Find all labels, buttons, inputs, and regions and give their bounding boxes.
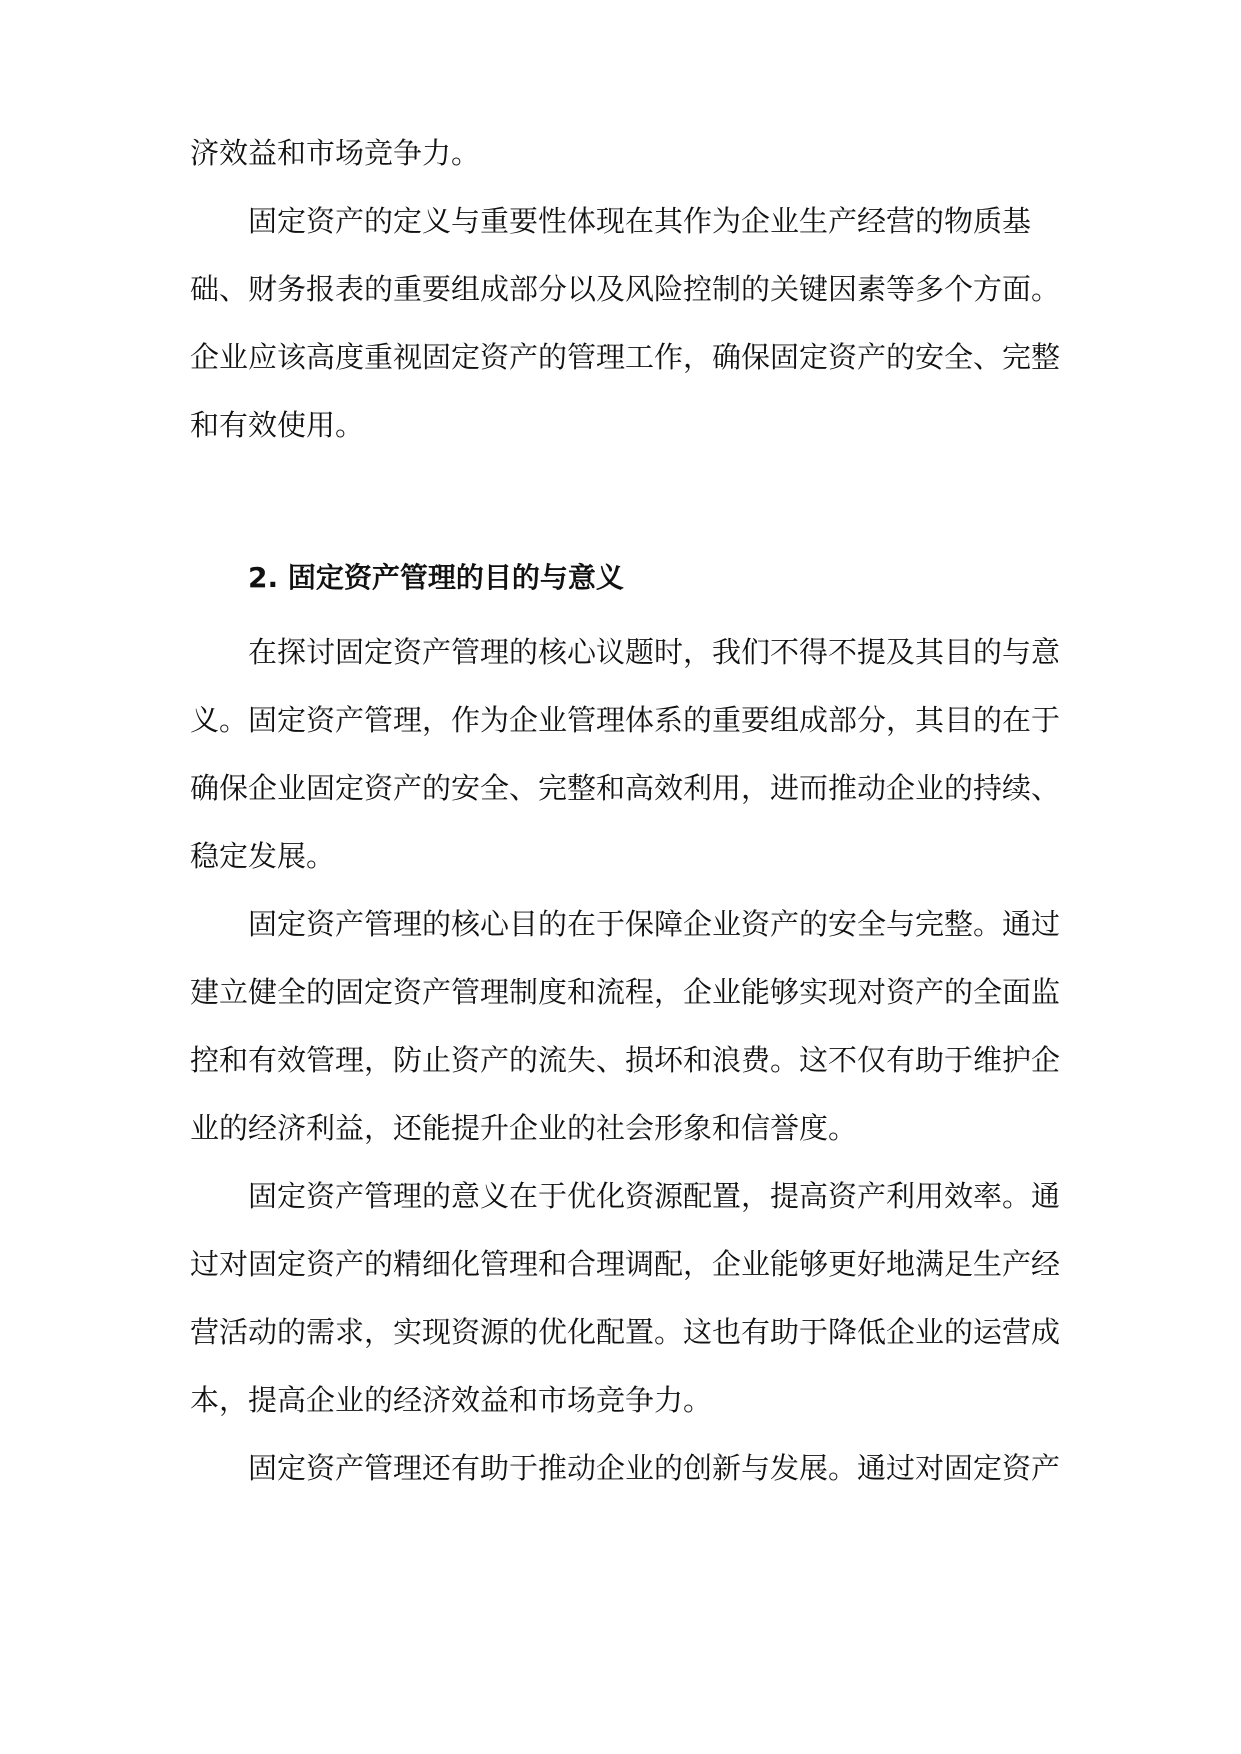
text-line: 济效益和市场竞争力。 (190, 136, 481, 170)
text-line: 和有效使用。 (190, 408, 365, 442)
text-line: 控和有效管理，防止资产的流失、损坏和浪费。这不仅有助于维护企 (190, 1043, 1061, 1077)
text-line: 过对固定资产的精细化管理和合理调配，企业能够更好地满足生产经 (190, 1247, 1061, 1281)
text-line: 义。固定资产管理，作为企业管理体系的重要组成部分，其目的在于 (190, 703, 1061, 737)
text-line: 在探讨固定资产管理的核心议题时，我们不得不提及其目的与意 (248, 635, 1061, 669)
text-line: 稳定发展。 (190, 839, 336, 873)
text-line: 固定资产管理的意义在于优化资源配置，提高资产利用效率。通 (248, 1179, 1061, 1213)
text-line: 确保企业固定资产的安全、完整和高效利用，进而推动企业的持续、 (190, 771, 1061, 805)
text-line: 础、财务报表的重要组成部分以及风险控制的关键因素等多个方面。 (190, 272, 1061, 306)
text-line: 固定资产管理的核心目的在于保障企业资产的安全与完整。通过 (248, 907, 1061, 941)
text-line: 业的经济利益，还能提升企业的社会形象和信誉度。 (190, 1111, 858, 1145)
text-line: 固定资产管理还有助于推动企业的创新与发展。通过对固定资产 (248, 1451, 1061, 1485)
text-line: 本，提高企业的经济效益和市场竞争力。 (190, 1383, 713, 1417)
text-line: 企业应该高度重视固定资产的管理工作，确保固定资产的安全、完整 (190, 340, 1061, 374)
text-line: 固定资产的定义与重要性体现在其作为企业生产经营的物质基 (248, 204, 1032, 238)
text-line: 营活动的需求，实现资源的优化配置。这也有助于降低企业的运营成 (190, 1315, 1061, 1349)
section-heading: 2. 固定资产管理的目的与意义 (248, 561, 624, 594)
text-line: 建立健全的固定资产管理制度和流程，企业能够实现对资产的全面监 (190, 975, 1061, 1009)
